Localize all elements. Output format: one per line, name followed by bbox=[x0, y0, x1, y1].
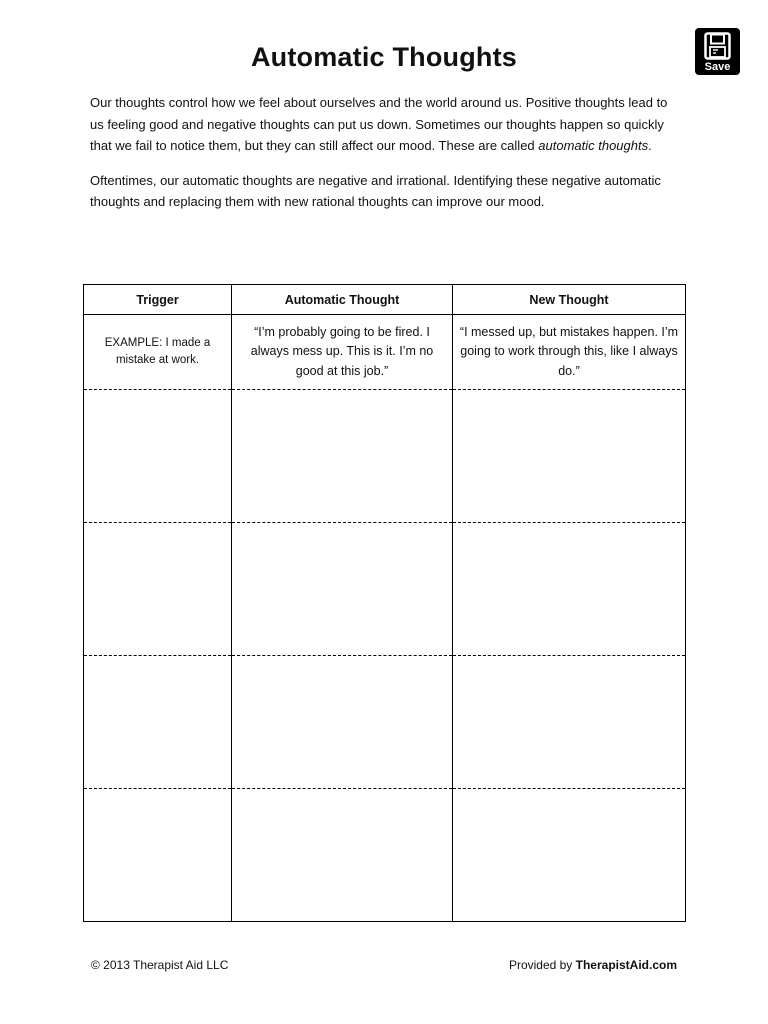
new-thought-field-1[interactable] bbox=[453, 390, 686, 523]
automatic-thought-field-1[interactable] bbox=[232, 390, 453, 523]
example-row bbox=[84, 315, 686, 390]
new-thought-field-4[interactable] bbox=[453, 789, 686, 922]
provided-by-prefix: Provided by bbox=[508, 958, 576, 972]
intro-p1-end: . bbox=[648, 138, 652, 153]
header-trigger: Trigger bbox=[84, 285, 232, 315]
intro-p1-text: Our thoughts control how we feel about ourselves and the world around us. Positive thoughts lead to us feeling good and negative thoughts can put us down. Sometimes our thoughts happen so quickly that we fail to notice them, but they can still affect our mood. These are called bbox=[90, 95, 668, 153]
example-trigger: EXAMPLE: I made a mistake at work. bbox=[84, 315, 232, 390]
table-header-row bbox=[84, 285, 686, 315]
page-title: Automatic Thoughts bbox=[250, 42, 518, 72]
provider-site: TherapistAid.com bbox=[575, 958, 677, 972]
trigger-field-2[interactable] bbox=[84, 523, 232, 656]
copyright-notice: © 2013 Therapist Aid LLC bbox=[91, 958, 229, 972]
example-new-thought: “I messed up, but mistakes happen. I’m going to work through this, like I always do.” bbox=[453, 315, 686, 390]
automatic-thought-field-4[interactable] bbox=[232, 789, 453, 922]
intro-paragraph-1 bbox=[90, 92, 675, 157]
automatic-thought-field-3[interactable] bbox=[232, 656, 453, 789]
automatic-thoughts-table bbox=[83, 284, 686, 922]
new-thought-field-2[interactable] bbox=[453, 523, 686, 656]
trigger-field-3[interactable] bbox=[84, 656, 232, 789]
save-button[interactable] bbox=[695, 28, 740, 75]
intro-p1-emphasis: automatic thoughts bbox=[538, 138, 649, 153]
provided-by bbox=[509, 958, 677, 972]
header-automatic-thought: Automatic Thought bbox=[232, 285, 453, 315]
table-row bbox=[84, 656, 686, 789]
header-new-thought: New Thought bbox=[453, 285, 686, 315]
new-thought-field-3[interactable] bbox=[453, 656, 686, 789]
table-row bbox=[84, 789, 686, 922]
table-row bbox=[84, 523, 686, 656]
intro-paragraph-2: Oftentimes, our automatic thoughts are negative and irrational. Identifying these negative automatic thoughts and replacing them with new rational thoughts can improve our mood. bbox=[90, 172, 661, 209]
example-automatic-thought: “I’m probably going to be fired. I always mess up. This is it. I’m no good at this job.” bbox=[232, 315, 453, 390]
table-row bbox=[84, 390, 686, 523]
automatic-thought-field-2[interactable] bbox=[232, 523, 453, 656]
trigger-field-4[interactable] bbox=[84, 789, 232, 922]
floppy-disk-icon bbox=[704, 32, 731, 60]
save-button-label: Save bbox=[704, 61, 731, 73]
intro-text bbox=[90, 92, 675, 226]
trigger-field-1[interactable] bbox=[84, 390, 232, 523]
